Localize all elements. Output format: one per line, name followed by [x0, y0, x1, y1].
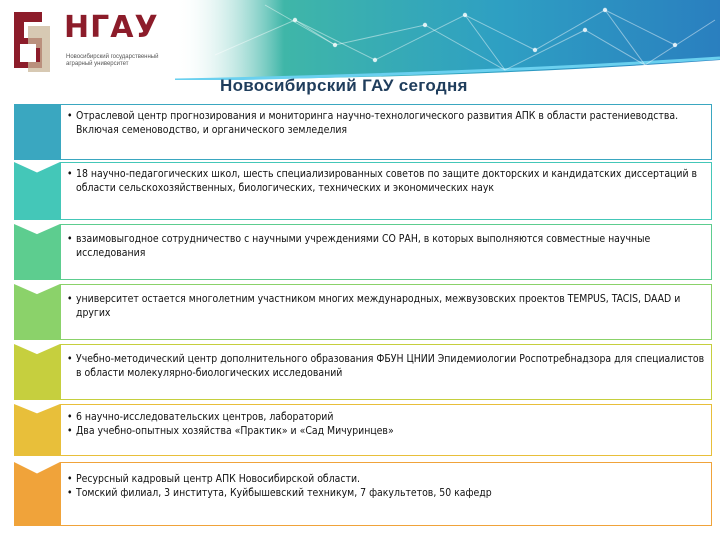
item-text: взаимовыгодное сотрудничество с научными учреждениями СО РАН, в которых выполняются совместные научные исследования	[76, 233, 651, 259]
list-item	[0, 162, 720, 220]
item-text-box: • взаимовыгодное сотрудничество с научными учреждениями СО РАН, в которых выполняются совместные научные исследования	[60, 224, 712, 280]
page-title: Новосибирский ГАУ сегодня	[220, 76, 468, 95]
list-item	[0, 462, 720, 526]
item-text-box: • Учебно-методический центр дополнительного образования ФБУН ЦНИИ Эпидемиологии Роспотребнадзора для специалистов в области молекулярно-биологических исследований	[60, 344, 712, 400]
chevron-marker-icon	[14, 104, 60, 160]
item-text-box: • университет остается многолетним участником многих международных, межвузовских проектов TEMPUS, TACIS, DAAD и других	[60, 284, 712, 340]
logo-wordmark: НГАУ	[64, 10, 159, 45]
chevron-marker-icon	[14, 404, 60, 456]
item-text: Отраслевой центр прогнозирования и мониторинга научно-технологического развития АПК в области растениеводства. Включая семеноводство, и органического земледелия	[76, 110, 679, 136]
item-text-box: • 6 научно-исследовательских центров, лабораторий • Два учебно-опытных хозяйства «Практик» и «Сад Мичуринцев»	[60, 404, 712, 456]
item-text: Томский филиал, 3 института, Куйбышевский техникум, 7 факультетов, 50 кафедр	[76, 486, 492, 499]
chevron-marker-icon	[14, 162, 60, 220]
item-text: Ресурсный кадровый центр АПК Новосибирской области.	[76, 473, 361, 485]
item-text-box: • 18 научно-педагогических школ, шесть специализированных советов по защите докторских и кандидатских диссертаций в области сельскохозяйственных, биологических, технических и экономических наук	[60, 162, 712, 220]
item-text: университет остается многолетним участником многих международных, межвузовских проектов TEMPUS, TACIS, DAAD и других	[76, 293, 681, 319]
list-item	[0, 344, 720, 400]
logo-subtitle: Новосибирский государственный аграрный университет	[66, 54, 159, 67]
item-text: 6 научно-исследовательских центров, лабораторий	[76, 411, 334, 423]
list-item	[0, 284, 720, 340]
chevron-marker-icon	[14, 344, 60, 400]
item-text: 18 научно-педагогических школ, шесть специализированных советов по защите докторских и кандидатских диссертаций в области сельскохозяйственных, биологических, технических и экономических наук	[76, 168, 698, 194]
chevron-marker-icon	[14, 284, 60, 340]
logo[interactable]	[6, 6, 166, 76]
list-item	[0, 104, 720, 160]
item-text-box: • Отраслевой центр прогнозирования и мониторинга научно-технологического развития АПК в области растениеводства. Включая семеноводство, и органического земледелия	[60, 104, 712, 160]
list-item	[0, 224, 720, 280]
header-banner	[175, 0, 720, 80]
chevron-marker-icon	[14, 224, 60, 280]
item-text: Два учебно-опытных хозяйства «Практик» и «Сад Мичуринцев»	[76, 424, 394, 437]
logo-emblem-icon	[8, 8, 54, 72]
item-text-box: • Ресурсный кадровый центр АПК Новосибирской области. • Томский филиал, 3 института, Куйбышевский техникум, 7 факультетов, 50 кафедр	[60, 462, 712, 526]
chevron-marker-icon	[14, 462, 60, 526]
item-text: Учебно-методический центр дополнительного образования ФБУН ЦНИИ Эпидемиологии Роспотребнадзора для специалистов в области молекулярно-биологических исследований	[76, 353, 705, 379]
list-item	[0, 404, 720, 456]
